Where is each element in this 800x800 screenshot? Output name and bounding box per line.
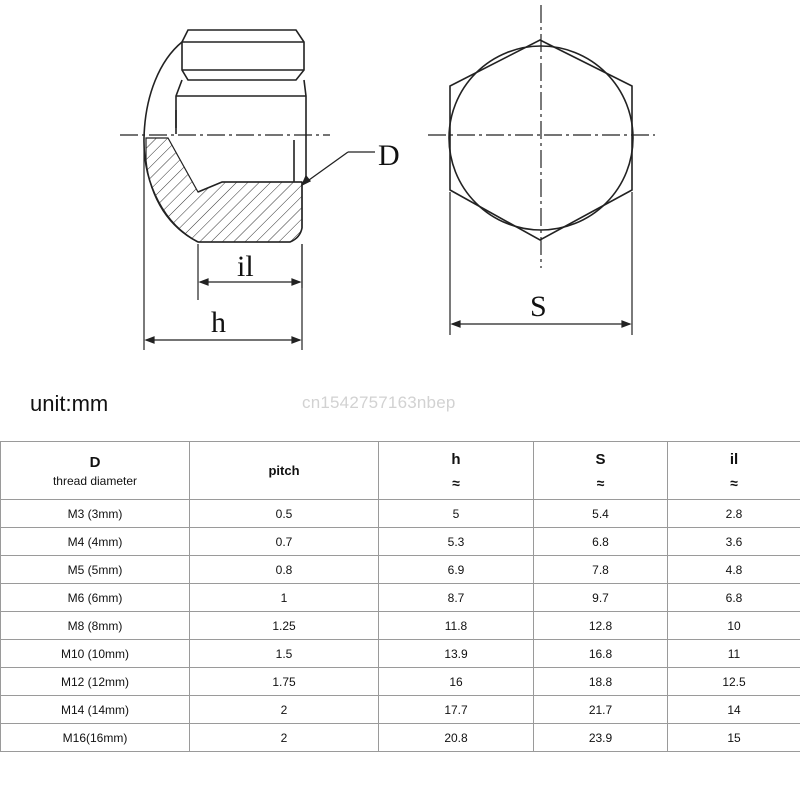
cell-d: M3 (3mm) [1, 500, 190, 528]
table-row [1, 724, 800, 752]
cell-d: M4 (4mm) [1, 528, 190, 556]
header-d-main: D [89, 453, 101, 471]
cell-s: 18.8 [534, 668, 668, 696]
header-s-approx: ≈ [596, 474, 605, 491]
table-row [1, 640, 800, 668]
cell-pitch: 0.8 [190, 556, 379, 584]
header-h-approx: ≈ [452, 474, 460, 491]
d-leader [302, 152, 375, 185]
header-h [379, 442, 534, 500]
cell-il: 2.8 [668, 500, 800, 528]
cell-pitch: 1.25 [190, 612, 379, 640]
cell-pitch: 1.75 [190, 668, 379, 696]
cell-d: M8 (8mm) [1, 612, 190, 640]
cell-pitch: 1 [190, 584, 379, 612]
hatched-section [146, 138, 302, 242]
cell-s: 5.4 [534, 500, 668, 528]
unit-label: unit:mm [30, 391, 109, 416]
cell-d: M10 (10mm) [1, 640, 190, 668]
table-row [1, 612, 800, 640]
cell-pitch: 2 [190, 696, 379, 724]
label-s: S [530, 290, 547, 323]
table-row [1, 584, 800, 612]
cell-d: M6 (6mm) [1, 584, 190, 612]
cell-h: 11.8 [379, 612, 534, 640]
table-row [1, 500, 800, 528]
cell-s: 12.8 [534, 612, 668, 640]
cell-il: 4.8 [668, 556, 800, 584]
cell-d: M12 (12mm) [1, 668, 190, 696]
spec-table [0, 441, 800, 752]
label-il: il [237, 250, 254, 283]
cell-s: 16.8 [534, 640, 668, 668]
label-h: h [211, 306, 226, 339]
cell-h: 20.8 [379, 724, 534, 752]
cell-il: 12.5 [668, 668, 800, 696]
cell-il: 14 [668, 696, 800, 724]
cell-h: 5 [379, 500, 534, 528]
table-row [1, 696, 800, 724]
cell-h: 16 [379, 668, 534, 696]
cell-h: 17.7 [379, 696, 534, 724]
cell-h: 13.9 [379, 640, 534, 668]
cell-s: 6.8 [534, 528, 668, 556]
cell-h: 6.9 [379, 556, 534, 584]
header-d-sub: thread diameter [52, 473, 138, 488]
watermark: cn1542757163nbep [302, 393, 456, 412]
cell-d: M16(16mm) [1, 724, 190, 752]
cap-nut-technical-drawing [0, 0, 800, 380]
cell-il: 11 [668, 640, 800, 668]
cell-d: M5 (5mm) [1, 556, 190, 584]
label-d: D [378, 139, 400, 172]
cell-s: 21.7 [534, 696, 668, 724]
cell-h: 5.3 [379, 528, 534, 556]
header-il-main: il [729, 450, 739, 468]
cell-h: 8.7 [379, 584, 534, 612]
cell-d: M14 (14mm) [1, 696, 190, 724]
header-s [534, 442, 668, 500]
cell-s: 9.7 [534, 584, 668, 612]
table-header-row [1, 442, 800, 500]
table-row [1, 668, 800, 696]
header-s-main: S [595, 450, 606, 468]
cell-il: 6.8 [668, 584, 800, 612]
cell-s: 7.8 [534, 556, 668, 584]
header-h-main: h [451, 450, 461, 468]
header-il-approx: ≈ [730, 474, 738, 491]
header-pitch [190, 442, 379, 500]
table-row [1, 556, 800, 584]
cell-pitch: 0.7 [190, 528, 379, 556]
cell-il: 15 [668, 724, 800, 752]
cell-s: 23.9 [534, 724, 668, 752]
cell-pitch: 2 [190, 724, 379, 752]
cell-il: 10 [668, 612, 800, 640]
header-pitch-main: pitch [268, 463, 300, 478]
cell-il: 3.6 [668, 528, 800, 556]
header-d [1, 442, 190, 500]
cell-pitch: 0.5 [190, 500, 379, 528]
table-row [1, 528, 800, 556]
header-il [668, 442, 800, 500]
cell-pitch: 1.5 [190, 640, 379, 668]
